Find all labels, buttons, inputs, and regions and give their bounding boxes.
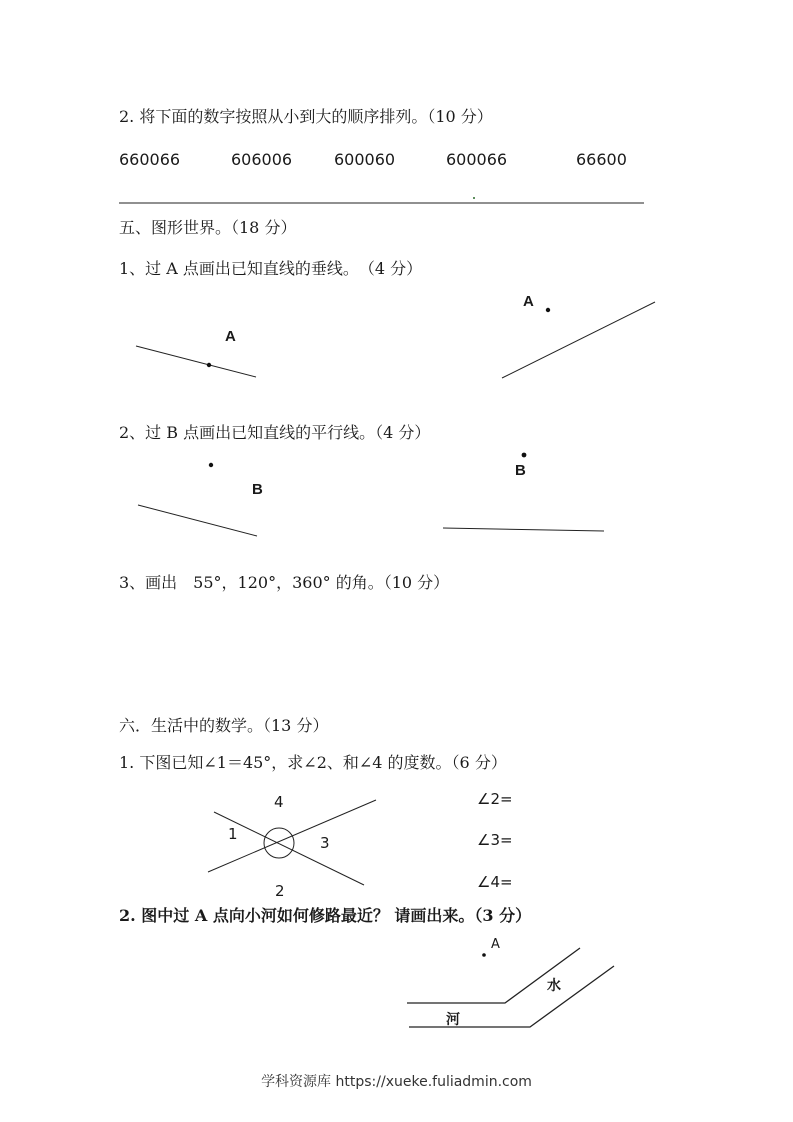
answer-angle-4: ∠4=	[477, 873, 513, 891]
parallel-line-right	[443, 528, 604, 531]
point-b-dot-right	[522, 453, 527, 458]
angle-label-2: 2	[275, 882, 285, 900]
parallel-line-left	[138, 505, 257, 536]
number-1: 660066	[119, 150, 181, 169]
river-bank-upper	[407, 948, 580, 1003]
intersection-circle	[264, 828, 294, 858]
number-3: 600060	[334, 150, 396, 169]
angle-label-1: 1	[228, 825, 238, 843]
number-2: 606006	[231, 150, 293, 169]
section6-q2-title: 2. 图中过 A 点向小河如何修路最近？ 请画出来。（3 分）	[119, 906, 532, 925]
intersecting-line-2	[214, 812, 364, 885]
section5-heading: 五、图形世界。（18 分）	[119, 218, 297, 237]
angle-label-3: 3	[320, 834, 330, 852]
point-b-label-right: B	[515, 462, 526, 479]
section5-q3-title: 3、画出 55°，120°，360° 的角。（10 分）	[119, 573, 450, 592]
answer-angle-3: ∠3=	[477, 831, 513, 849]
point-a-label-left: A	[225, 328, 236, 345]
river-char-river: 河	[446, 1012, 460, 1028]
answer-angle-2: ∠2=	[477, 790, 513, 808]
q2-sort-title: 2. 将下面的数字按照从小到大的顺序排列。（10 分）	[119, 107, 493, 126]
river-char-water: 水	[547, 978, 561, 994]
river-bank-lower	[409, 966, 614, 1027]
section6-q1-title: 1. 下图已知∠1＝45°，求∠2、和∠4 的度数。（6 分）	[119, 753, 507, 772]
point-a-dot-right	[546, 308, 550, 312]
point-a-dot-left	[207, 363, 211, 367]
section6-heading: 六．生活中的数学。（13 分）	[119, 716, 329, 735]
section5-q1-title: 1、过 A 点画出已知直线的垂线。 （4 分）	[119, 259, 423, 278]
point-b-label-left: B	[252, 481, 263, 498]
number-4: 600066	[446, 150, 508, 169]
angle-label-4: 4	[274, 793, 284, 811]
river-point-a-dot	[482, 953, 486, 957]
point-a-label-right: A	[523, 293, 534, 310]
given-line-left	[136, 346, 256, 377]
point-b-dot-left	[209, 463, 213, 467]
river-point-a-label: A	[491, 937, 500, 952]
stray-dot	[473, 197, 475, 199]
given-line-right	[502, 302, 655, 378]
number-5: 66600	[576, 150, 627, 169]
section5-q2-title: 2、过 B 点画出已知直线的平行线。（4 分）	[119, 423, 431, 442]
footer-watermark: 学科资源库 https://xueke.fuliadmin.com	[261, 1074, 532, 1090]
